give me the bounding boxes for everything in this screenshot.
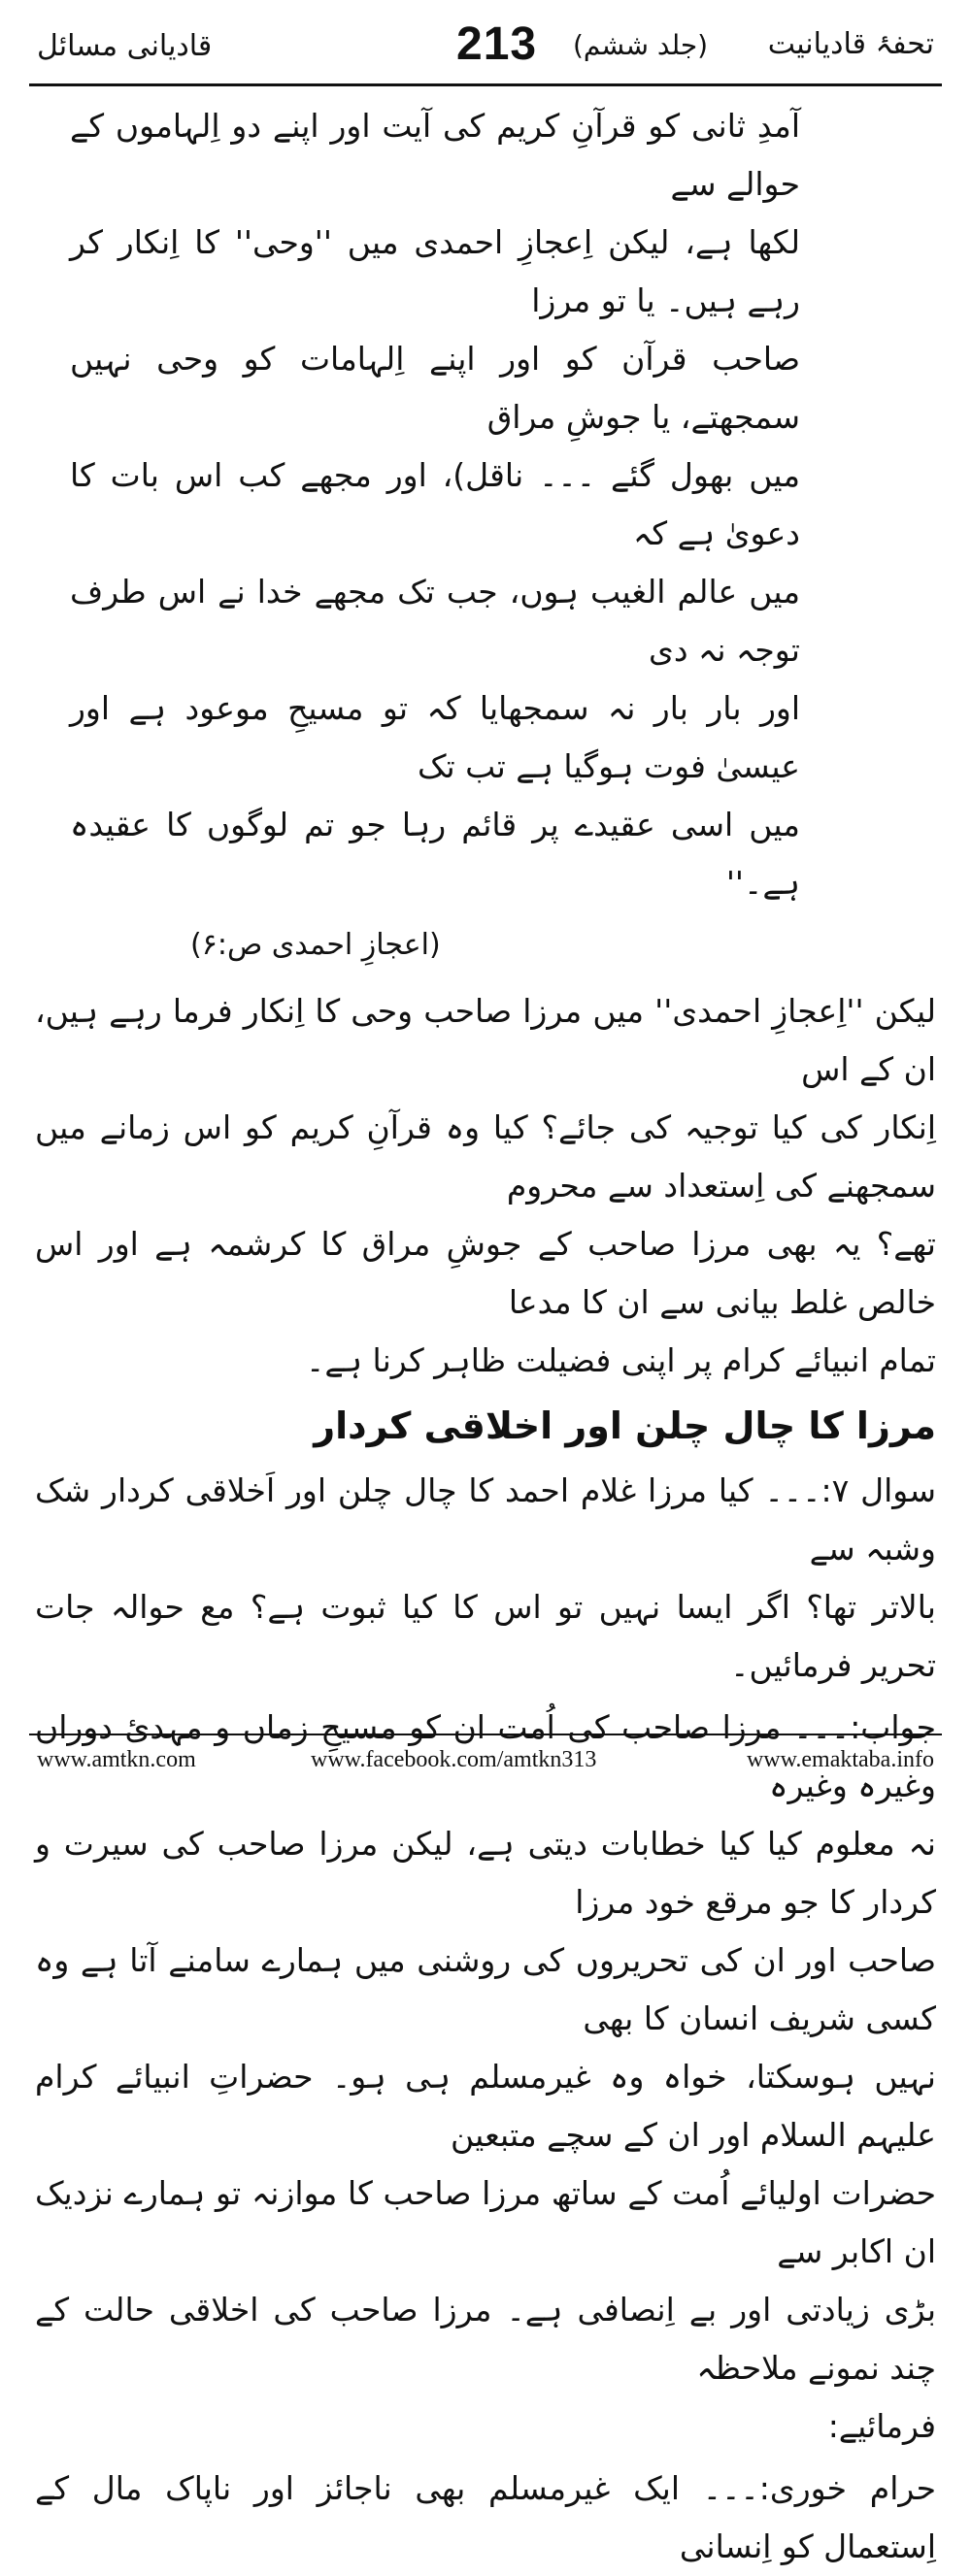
question-line: سوال ۷:۔۔۔ کیا مرزا غلام احمد کا چال چلن اور اَخلاقی کردار شک وشبہ سے xyxy=(35,1471,936,1568)
subsection-haram-khori xyxy=(35,2460,936,2576)
answer-line: نہ معلوم کیا کیا خطابات دیتی ہے، لیکن مرزا صاحب کی سیرت و کردار کا جو مرقع خود مرزا xyxy=(35,1825,936,1921)
question-line: بالاتر تھا؟ اگر ایسا نہیں تو اس کا کیا ثبوت ہے؟ مع حوالہ جات تحریر فرمائیں۔ xyxy=(35,1588,936,1684)
answer-line: حضرات اولیائے اُمت کے ساتھ مرزا صاحب کا موازنہ تو ہمارے نزدیک ان اکابر سے xyxy=(35,2174,936,2270)
section-title: قادیانی مسائل xyxy=(37,29,213,63)
answer-line: بڑی زیادتی اور بے اِنصافی ہے۔ مرزا صاحب کی اخلاقی حالت کے چند نمونے ملاحظہ xyxy=(35,2291,936,2387)
paragraph-line: اِنکار کی کیا توجیہ کی جائے؟ کیا وہ قرآنِ کریم کو اس زمانے میں سمجھنے کی اِستعداد سے محروم xyxy=(35,1108,936,1205)
quote-line: آمدِ ثانی کو قرآنِ کریم کی آیت اور اپنے دو اِلہاموں کے حوالے سے xyxy=(70,107,800,203)
page-body xyxy=(35,97,936,2576)
quote-line: میں اسی عقیدے پر قائم رہا جو تم لوگوں کا عقیدہ ہے۔'' xyxy=(70,806,800,902)
quote-line: صاحب قرآن کو اور اپنے اِلہامات کو وحی نہیں سمجھتے، یا جوشِ مراق xyxy=(70,340,800,436)
quote-line: میں بھول گئے ۔۔۔ ناقل)، اور مجھے کب اس بات کا دعویٰ ہے کہ xyxy=(70,456,800,552)
paragraph-line: تمام انبیائے کرام پر اپنی فضیلت ظاہر کرنا ہے۔ xyxy=(306,1341,936,1379)
footer-link-emaktaba[interactable]: www.emaktaba.info xyxy=(746,1747,934,1772)
answer-block xyxy=(35,1699,936,2456)
section-heading: مرزا کا چال چلن اور اخلاقی کردار xyxy=(314,1404,936,1447)
answer-line: فرمائیے: xyxy=(827,2407,936,2445)
quotation-block xyxy=(35,97,936,912)
quote-line: اور بار بار نہ سمجھایا کہ تو مسیحِ موعود ہے اور عیسیٰ فوت ہوگیا ہے تب تک xyxy=(70,689,800,785)
header-divider xyxy=(29,83,942,86)
question-block xyxy=(35,1462,936,1695)
answer-line: جواب:۔۔۔ مرزا صاحب کی اُمت ان کو مسیحِ زماں و مہدیٔ دوراں وغیرہ وغیرہ xyxy=(35,1708,936,1804)
page-footer xyxy=(29,1747,942,1786)
footer-divider xyxy=(29,1734,942,1735)
volume-label: (جلد ششم) xyxy=(573,29,709,61)
book-title: تحفۂ قادیانیت xyxy=(767,27,934,61)
answer-line: نہیں ہوسکتا، خواہ وہ غیرمسلم ہی ہو۔ حضراتِ انبیائے کرام علیہم السلام اور ان کے سچے متبعین xyxy=(35,2058,936,2154)
paragraph-line: لیکن ''اِعجازِ احمدی'' میں مرزا صاحب وحی کا اِنکار فرما رہے ہیں، ان کے اس xyxy=(35,992,936,1088)
quote-line: میں عالم الغیب ہوں، جب تک مجھے خدا نے اس طرف توجہ نہ دی xyxy=(70,573,800,669)
subsection-line: حرام خوری:۔۔۔ ایک غیرمسلم بھی ناجائز اور ناپاک مال کے اِستعمال کو اِنسانی xyxy=(35,2469,936,2565)
footer-link-amtkn[interactable]: www.amtkn.com xyxy=(37,1747,196,1772)
answer-line: صاحب اور ان کی تحریروں کی روشنی میں ہمارے سامنے آتا ہے وہ کسی شریف انسان کا بھی xyxy=(35,1941,936,2037)
citation-reference: (اعجازِ احمدی ص:۶) xyxy=(190,928,441,962)
page-header xyxy=(29,17,942,85)
paragraph-line: تھے؟ یہ بھی مرزا صاحب کے جوشِ مراق کا کرشمہ ہے اور اس خالص غلط بیانی سے ان کا مدعا xyxy=(35,1225,936,1321)
footer-link-facebook[interactable]: www.facebook.com/amtkn313 xyxy=(311,1747,597,1772)
page-number: 213 xyxy=(456,18,538,70)
quote-line: لکھا ہے، لیکن اِعجازِ احمدی میں ''وحی'' کا اِنکار کر رہے ہیں۔ یا تو مرزا xyxy=(70,223,800,319)
paragraph-commentary xyxy=(35,982,936,1390)
